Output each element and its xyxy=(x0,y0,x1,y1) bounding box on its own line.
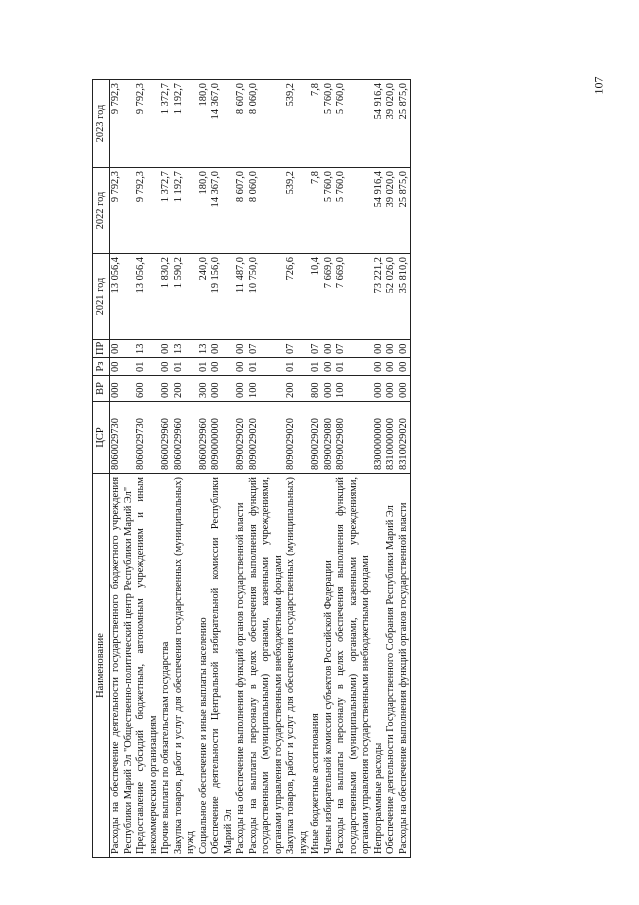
cell-csr: 8300000000 xyxy=(373,402,385,474)
cell-csr: 8060029730 xyxy=(135,402,160,474)
cell-vr: 000 xyxy=(385,376,397,402)
cell-y2021: 7 669,0 xyxy=(323,254,335,340)
cell-rz: 01 xyxy=(173,358,198,376)
cell-pr: 07 xyxy=(285,340,310,358)
cell-rz: 00 xyxy=(235,358,247,376)
cell-vr: 800 xyxy=(310,376,322,402)
cell-name: Закупка товаров, работ и услуг для обеспечения государственных (муниципальных) нужд xyxy=(173,474,198,858)
cell-vr: 200 xyxy=(173,376,198,402)
cell-vr: 100 xyxy=(248,376,285,402)
table-row xyxy=(310,80,322,858)
cell-y2021: 11 487,0 xyxy=(235,254,247,340)
cell-name: Прочие выплаты по обязательствам государства xyxy=(160,474,172,858)
cell-name: Расходы на выплаты персоналу в целях обеспечения выполнения функций государственными (муниципальными) органами, казенными учреждениями, органами управления государственными внебюджетными фондами xyxy=(248,474,285,858)
cell-rz: 00 xyxy=(110,358,135,376)
cell-y2023: 1 372,7 xyxy=(160,80,172,168)
table-row xyxy=(285,80,310,858)
cell-y2021: 1 590,2 xyxy=(173,254,198,340)
cell-y2021: 240,0 xyxy=(198,254,210,340)
cell-y2021: 10,4 xyxy=(310,254,322,340)
cell-y2022: 539,2 xyxy=(285,168,310,254)
cell-name: Расходы на обеспечение выполнения функций органов государственной власти xyxy=(235,474,247,858)
cell-y2023: 39 020,0 xyxy=(385,80,397,168)
table-body xyxy=(110,80,411,858)
table-row xyxy=(160,80,172,858)
cell-rz: 00 xyxy=(210,358,235,376)
cell-vr: 000 xyxy=(110,376,135,402)
cell-name: Обеспечение деятельности Государственного Собрания Республики Марий Эл xyxy=(385,474,397,858)
cell-y2022: 9 792,3 xyxy=(135,168,160,254)
cell-y2022: 1 192,7 xyxy=(173,168,198,254)
cell-name: Обеспечение деятельности Центральной избирательной комиссии Республики Марий Эл xyxy=(210,474,235,858)
cell-pr: 00 xyxy=(235,340,247,358)
cell-y2023: 54 916,4 xyxy=(373,80,385,168)
cell-y2022: 5 760,0 xyxy=(335,168,372,254)
cell-y2023: 9 792,3 xyxy=(110,80,135,168)
cell-name: Непрограммные расходы xyxy=(373,474,385,858)
cell-name: Предоставление субсидий бюджетным, автономным учреждениям и иным некоммерческим организациям xyxy=(135,474,160,858)
cell-rz: 01 xyxy=(335,358,372,376)
cell-y2022: 5 760,0 xyxy=(323,168,335,254)
cell-name: Расходы на выплаты персоналу в целях обеспечения выполнения функций государственными (муниципальными) органами, казенными учреждениями, органами управления государственными внебюджетными фондами xyxy=(335,474,372,858)
cell-name: Расходы на обеспечение деятельности государственного бюджетного учреждения Республики Марий Эл "Общественно-политический центр Республики Марий Эл" xyxy=(110,474,135,858)
cell-y2023: 5 760,0 xyxy=(323,80,335,168)
cell-csr: 8310029020 xyxy=(398,402,411,474)
header-vr: ВР xyxy=(93,376,110,402)
budget-table xyxy=(92,79,411,858)
cell-rz: 01 xyxy=(248,358,285,376)
cell-y2021: 13 056,4 xyxy=(110,254,135,340)
cell-rz: 01 xyxy=(285,358,310,376)
cell-pr: 00 xyxy=(110,340,135,358)
cell-pr: 07 xyxy=(335,340,372,358)
cell-y2021: 1 830,2 xyxy=(160,254,172,340)
cell-y2022: 54 916,4 xyxy=(373,168,385,254)
cell-y2023: 1 192,7 xyxy=(173,80,198,168)
cell-vr: 000 xyxy=(160,376,172,402)
cell-rz: 00 xyxy=(385,358,397,376)
cell-csr: 8060029960 xyxy=(173,402,198,474)
cell-rz: 00 xyxy=(398,358,411,376)
cell-y2023: 5 760,0 xyxy=(335,80,372,168)
cell-csr: 8090029020 xyxy=(310,402,322,474)
cell-pr: 00 xyxy=(323,340,335,358)
header-2023: 2023 год xyxy=(93,80,110,168)
cell-y2022: 8 060,0 xyxy=(248,168,285,254)
cell-rz: 01 xyxy=(198,358,210,376)
header-pr: ПР xyxy=(93,340,110,358)
cell-y2022: 8 607,0 xyxy=(235,168,247,254)
cell-y2021: 73 221,2 xyxy=(373,254,385,340)
rotated-page-content xyxy=(92,80,552,858)
cell-csr: 8090029080 xyxy=(323,402,335,474)
cell-vr: 300 xyxy=(198,376,210,402)
cell-y2021: 13 056,4 xyxy=(135,254,160,340)
cell-csr: 8090029080 xyxy=(335,402,372,474)
cell-y2023: 25 875,0 xyxy=(398,80,411,168)
cell-rz: 01 xyxy=(135,358,160,376)
cell-y2022: 39 020,0 xyxy=(385,168,397,254)
cell-y2021: 52 026,0 xyxy=(385,254,397,340)
cell-y2022: 14 367,0 xyxy=(210,168,235,254)
table-row xyxy=(385,80,397,858)
table-row xyxy=(198,80,210,858)
table-row xyxy=(235,80,247,858)
cell-pr: 13 xyxy=(198,340,210,358)
cell-rz: 01 xyxy=(310,358,322,376)
cell-csr: 8090029020 xyxy=(235,402,247,474)
cell-csr: 8060029730 xyxy=(110,402,135,474)
cell-y2022: 1 372,7 xyxy=(160,168,172,254)
cell-y2023: 8 607,0 xyxy=(235,80,247,168)
table-row xyxy=(210,80,235,858)
cell-rz: 00 xyxy=(323,358,335,376)
cell-name: Члены избирательной комиссии субъектов Российской Федерации xyxy=(323,474,335,858)
cell-pr: 13 xyxy=(135,340,160,358)
cell-vr: 000 xyxy=(373,376,385,402)
cell-rz: 00 xyxy=(373,358,385,376)
cell-pr: 00 xyxy=(398,340,411,358)
cell-y2021: 19 156,0 xyxy=(210,254,235,340)
cell-y2023: 8 060,0 xyxy=(248,80,285,168)
cell-pr: 00 xyxy=(385,340,397,358)
cell-csr: 8310000000 xyxy=(385,402,397,474)
cell-pr: 13 xyxy=(173,340,198,358)
header-2021: 2021 год xyxy=(93,254,110,340)
cell-y2021: 35 810,0 xyxy=(398,254,411,340)
cell-vr: 600 xyxy=(135,376,160,402)
cell-y2023: 7,8 xyxy=(310,80,322,168)
header-name: Наименование xyxy=(93,474,110,858)
cell-pr: 07 xyxy=(310,340,322,358)
cell-vr: 200 xyxy=(285,376,310,402)
cell-name: Социальное обеспечение и иные выплаты населению xyxy=(198,474,210,858)
cell-csr: 8060029960 xyxy=(198,402,210,474)
cell-rz: 00 xyxy=(160,358,172,376)
cell-pr: 00 xyxy=(160,340,172,358)
table-row xyxy=(135,80,160,858)
table-row xyxy=(110,80,135,858)
cell-name: Расходы на обеспечение выполнения функций органов государственной власти xyxy=(398,474,411,858)
cell-y2023: 180,0 xyxy=(198,80,210,168)
cell-y2022: 9 792,3 xyxy=(110,168,135,254)
cell-vr: 100 xyxy=(335,376,372,402)
cell-y2023: 9 792,3 xyxy=(135,80,160,168)
cell-y2022: 7,8 xyxy=(310,168,322,254)
header-csr: ЦСР xyxy=(93,402,110,474)
table-row xyxy=(398,80,411,858)
table-row xyxy=(248,80,285,858)
cell-name: Закупка товаров, работ и услуг для обеспечения государственных (муниципальных) нужд xyxy=(285,474,310,858)
cell-vr: 000 xyxy=(323,376,335,402)
cell-y2022: 25 875,0 xyxy=(398,168,411,254)
cell-csr: 8060029960 xyxy=(160,402,172,474)
cell-vr: 000 xyxy=(210,376,235,402)
table-row xyxy=(373,80,385,858)
cell-y2023: 14 367,0 xyxy=(210,80,235,168)
cell-pr: 00 xyxy=(210,340,235,358)
cell-csr: 8090000000 xyxy=(210,402,235,474)
cell-vr: 000 xyxy=(235,376,247,402)
cell-pr: 07 xyxy=(248,340,285,358)
cell-y2023: 539,2 xyxy=(285,80,310,168)
cell-name: Иные бюджетные ассигнования xyxy=(310,474,322,858)
cell-y2021: 10 750,0 xyxy=(248,254,285,340)
header-2022: 2022 год xyxy=(93,168,110,254)
cell-csr: 8090029020 xyxy=(285,402,310,474)
header-rz: Рз xyxy=(93,358,110,376)
table-row xyxy=(173,80,198,858)
table-header-row xyxy=(93,80,110,858)
cell-pr: 00 xyxy=(373,340,385,358)
cell-csr: 8090029020 xyxy=(248,402,285,474)
page-number: 107 xyxy=(591,76,606,95)
cell-vr: 000 xyxy=(398,376,411,402)
cell-y2021: 726,6 xyxy=(285,254,310,340)
cell-y2022: 180,0 xyxy=(198,168,210,254)
table-row xyxy=(335,80,372,858)
table-row xyxy=(323,80,335,858)
cell-y2021: 7 669,0 xyxy=(335,254,372,340)
